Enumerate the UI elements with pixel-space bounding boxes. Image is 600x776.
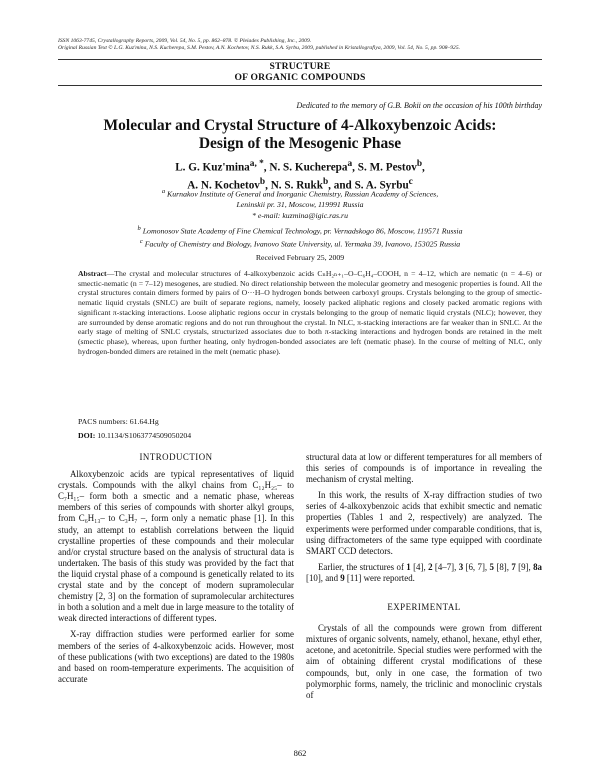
paper-title bbox=[40, 117, 560, 153]
body-paragraph: structural data at low or different temperatures for all members of this series of compounds is of importance in revealing the mechanism of crystal melting. bbox=[306, 452, 542, 485]
text-run: [4–7], bbox=[432, 561, 459, 572]
compound-number: 7 bbox=[511, 561, 516, 572]
affiliation-sup: a bbox=[161, 188, 166, 195]
affiliation-text: Lomonosov State Academy of Fine Chemical Technology, pr. Vernadskogo 86, Moscow, 119571 Russia bbox=[142, 226, 463, 236]
affiliation-a-line1 bbox=[40, 187, 560, 200]
author-name: L. G. Kuz'mina bbox=[175, 161, 250, 174]
author-name: , N. S. Rukk bbox=[265, 179, 323, 192]
journal-header-line2: Original Russian Text © L.G. Kuz'mina, N.S. Kucherepa, S.M. Pestov, A.N. Kochetov, N.S. Rukk, S.A. Syrbu, 2009, published in Kristallografiya, 2009, Vol. 54, No. 5, pp. 908–925. bbox=[58, 45, 461, 51]
body-paragraph: Alkoxybenzoic acids are typical representatives of liquid crystals. Compounds with the alkyl chains from C₁₂H₂₅– to C₇H₁₅– form both a smectic and a nematic phase, whereas members of this series of compounds with shorter alkyl groups, from C₆H₁₃– to C₃H₇ –, form only a nematic phase [1]. In this study, an attempt to establish correlations between the liquid crystalline properties of these compounds and their molecular and/or crystal structure based on the analysis of structural data is undertaken. The basis of this study was provided by the fact that the liquid crystal phase of a compound is genetically related to its crystal state and by the concept of modern supramolecular chemistry [2, 3] on the formation of supramolecular architectures in both a solution and a melt due in large measure to the totality of weak directed interactions of different types. bbox=[58, 469, 294, 624]
body-paragraph bbox=[306, 562, 542, 584]
affiliation-a bbox=[40, 187, 560, 210]
affiliation-text: Faculty of Chemistry and Biology, Ivanovo State University, ul. Yermaka 39, Ivanovo, 153025 Russia bbox=[144, 239, 461, 249]
abstract bbox=[78, 269, 542, 356]
left-column bbox=[58, 452, 294, 685]
page-number: 862 bbox=[293, 748, 307, 758]
abstract-text: —The crystal and molecular structures of 4-alkoxybenzoic acids CₙH₂ₙ₊₁–O–C₆H₄–COOH, n = 4–12, which are nematic (n = 4–6) or smectic-nematic (n = 7–12) mesogenes, are studied. No direct relationship between the molecular geometry and mesogenic properties is found. All the crystal structures contain dimers formed by pairs of O···H–O hydrogen bonds between carboxyl groups. Crystals belonging to the group of smectic-nematic liquid crystals (SNLC) are built of separate regions, namely, loosely packed aliphatic regions and closely packed aromatic regions with significant π-stacking interactions. Loose aliphatic regions occur in crystals belonging to the group of nematic liquid crystals (NLC); however, they are surrounded by dense aromatic regions and do not run throughout the crystal. In NLC, π-stacking interactions are far weaker than in SNLC. At the early stage of melting of SNLC crystals, structurized associates due to both π-stacking interactions and hydrogen bonds are retained in the melt (smectic phase), whereas, upon further heating, only hydrogen-bonded associates are left (nematic phase). In the course of melting of NLC, only hydrogen-bonded dimers are retained in the melt (nematic phase). bbox=[78, 269, 542, 356]
paper-title-line2: Design of the Mesogenic Phase bbox=[198, 135, 402, 152]
right-column bbox=[306, 452, 542, 701]
section-heading-line1: STRUCTURE bbox=[269, 61, 331, 72]
journal-header bbox=[58, 38, 548, 52]
author-sup: a bbox=[347, 159, 353, 169]
paper-title-line1: Molecular and Crystal Structure of 4-Alkoxybenzoic Acids: bbox=[103, 117, 497, 134]
compound-number: 9 bbox=[340, 572, 345, 583]
journal-header-line1: ISSN 1063-7745, Crystallography Reports, 2009, Vol. 54, No. 5, pp. 862–878. © Pleiades Publishing, Inc., 2009. bbox=[58, 38, 312, 44]
header-rule-top bbox=[58, 59, 542, 60]
text-run: [9], bbox=[515, 561, 534, 572]
abstract-label: Abstract bbox=[78, 269, 107, 278]
text-run: [11] were reported. bbox=[344, 572, 415, 583]
text-run: [4], bbox=[410, 561, 429, 572]
text-run: Earlier, the structures of bbox=[318, 561, 407, 572]
author-email: * e-mail: kuzmina@igic.ras.ru bbox=[252, 211, 348, 220]
compound-number: 1 bbox=[406, 561, 411, 572]
introduction-heading: INTRODUCTION bbox=[139, 452, 213, 462]
affiliation-sup: b bbox=[137, 225, 141, 232]
author-line1 bbox=[40, 157, 560, 175]
author-sup: a, * bbox=[249, 159, 264, 169]
dedication: Dedicated to the memory of G.B. Bokii on the occasion of his 100th birthday bbox=[296, 101, 542, 110]
header-rule-bottom bbox=[58, 85, 542, 86]
text-run: [6, 7], bbox=[463, 561, 490, 572]
author-name: A. N. Kochetov bbox=[187, 179, 260, 192]
affiliation-c bbox=[40, 237, 560, 250]
affiliation-text: Kurnakov Institute of General and Inorganic Chemistry, Russian Academy of Sciences, bbox=[167, 189, 439, 199]
author-name: , N. S. Kucherepa bbox=[263, 161, 348, 174]
doi-label: DOI: bbox=[78, 431, 96, 440]
experimental-heading: EXPERIMENTAL bbox=[387, 602, 461, 613]
compound-number: 8a bbox=[533, 561, 542, 572]
author-sup: b bbox=[322, 176, 329, 187]
compound-number: 2 bbox=[428, 561, 433, 572]
compound-number: 5 bbox=[489, 561, 494, 572]
author-separator: , bbox=[422, 161, 425, 174]
affiliation-a-line2: Leninskii pr. 31, Moscow, 119991 Russia bbox=[236, 199, 364, 209]
author-name: , and S. A. Syrbu bbox=[328, 179, 409, 192]
doi-link[interactable]: 10.1134/S1063774509050204 bbox=[97, 431, 192, 440]
author-sup: c bbox=[408, 176, 413, 187]
text-run: [8], bbox=[493, 561, 512, 572]
body-paragraph: In this work, the results of X-ray diffraction studies of two series of 4-alkoxybenzoic acids that exhibit smectic and nematic properties (Tables 1 and 2, respectively) are analyzed. The experiments were performed under comparable conditions, that is, using diffractometers of the same type equipped with coordinate SMART CCD detectors. bbox=[306, 490, 542, 556]
compound-number: 3 bbox=[458, 561, 464, 572]
received-date: Received February 25, 2009 bbox=[255, 253, 345, 262]
text-run: [10], and bbox=[306, 572, 341, 583]
author-sup: b bbox=[416, 159, 423, 169]
affiliation-sup: c bbox=[139, 238, 143, 245]
body-paragraph: X-ray diffraction studies were performed earlier for some members of the series of 4-alkoxybenzoic acids. However, most of these publications (with two exceptions) are dated to the 1980s and based on room-temperature experiments. The acquisition of accurate bbox=[58, 629, 294, 684]
author-name: , S. M. Pestov bbox=[352, 161, 417, 174]
section-heading bbox=[0, 61, 600, 83]
body-paragraph: Crystals of all the compounds were grown from different mixtures of organic solvents, namely, ethanol, hexane, ethyl ether, acetone, and acetonitrile. Special studies were performed with the aim of obtaining different crystal modifications of these compounds, but, only in one case, the formation of two polymorphic forms, namely, the triclinic and monoclinic crystals of bbox=[306, 623, 542, 700]
doi bbox=[78, 431, 191, 440]
affiliation-b bbox=[40, 224, 560, 237]
author-sup: b bbox=[259, 176, 266, 187]
section-heading-line2: OF ORGANIC COMPOUNDS bbox=[234, 72, 366, 83]
pacs-numbers: PACS numbers: 61.64.Hg bbox=[78, 417, 159, 426]
